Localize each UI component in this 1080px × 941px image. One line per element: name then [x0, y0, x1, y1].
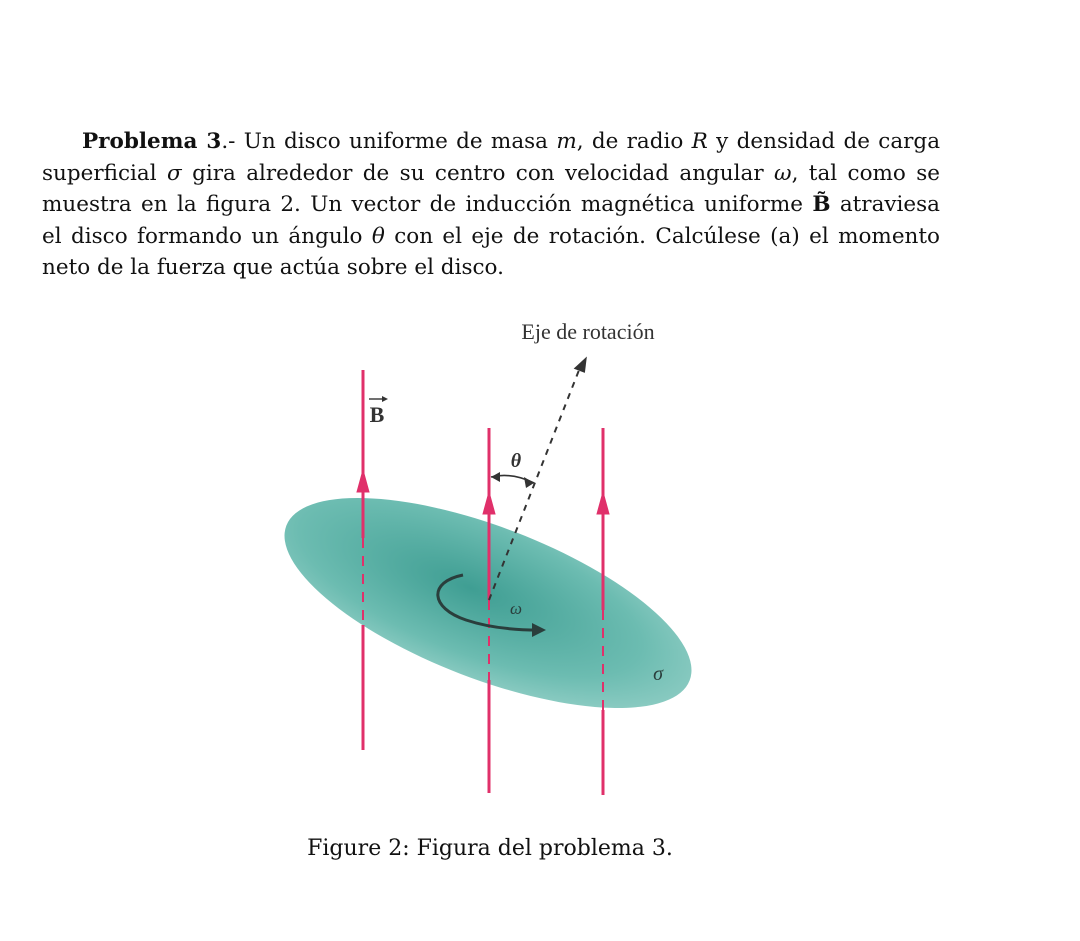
- text-segment: con el eje de rotación. Calcúlese (a) el momento: [384, 223, 940, 249]
- b-label: B: [369, 402, 385, 427]
- theta-angle-arc: [491, 472, 534, 488]
- math-symbol: θ: [371, 223, 385, 249]
- text-segment: muestra en la figura 2. Un vector de inducción magnética uniforme: [42, 192, 813, 217]
- text-segment: superficial: [42, 160, 167, 186]
- b-vector-label: [369, 396, 388, 427]
- text-segment: neto de la fuerza que actúa sobre el disco.: [42, 255, 504, 280]
- math-symbol: σ: [167, 160, 182, 186]
- text-segment: .- Un disco uniforme de masa: [221, 129, 557, 154]
- math-symbol: m: [556, 129, 577, 154]
- bold-text: Problema 3: [82, 129, 222, 154]
- bold-text: B̃: [812, 192, 831, 217]
- text-segment: gira alrededor de su centro con velocidad angular: [181, 160, 775, 186]
- text-segment: atraviesa: [830, 192, 940, 217]
- axis-label: Eje de rotación: [521, 319, 655, 344]
- text-segment: y densidad de carga: [707, 129, 941, 154]
- sigma-label: σ: [653, 663, 663, 685]
- text-segment: el disco formando un ángulo: [42, 223, 372, 249]
- text-segment: , de radio: [576, 129, 692, 154]
- text-segment: , tal como se: [791, 160, 941, 186]
- theta-label: θ: [510, 450, 522, 472]
- math-symbol: ω: [774, 160, 792, 186]
- math-symbol: R: [691, 129, 708, 154]
- figure-caption: Figure 2: Figura del problema 3.: [307, 836, 673, 861]
- omega-label: ω: [509, 599, 523, 618]
